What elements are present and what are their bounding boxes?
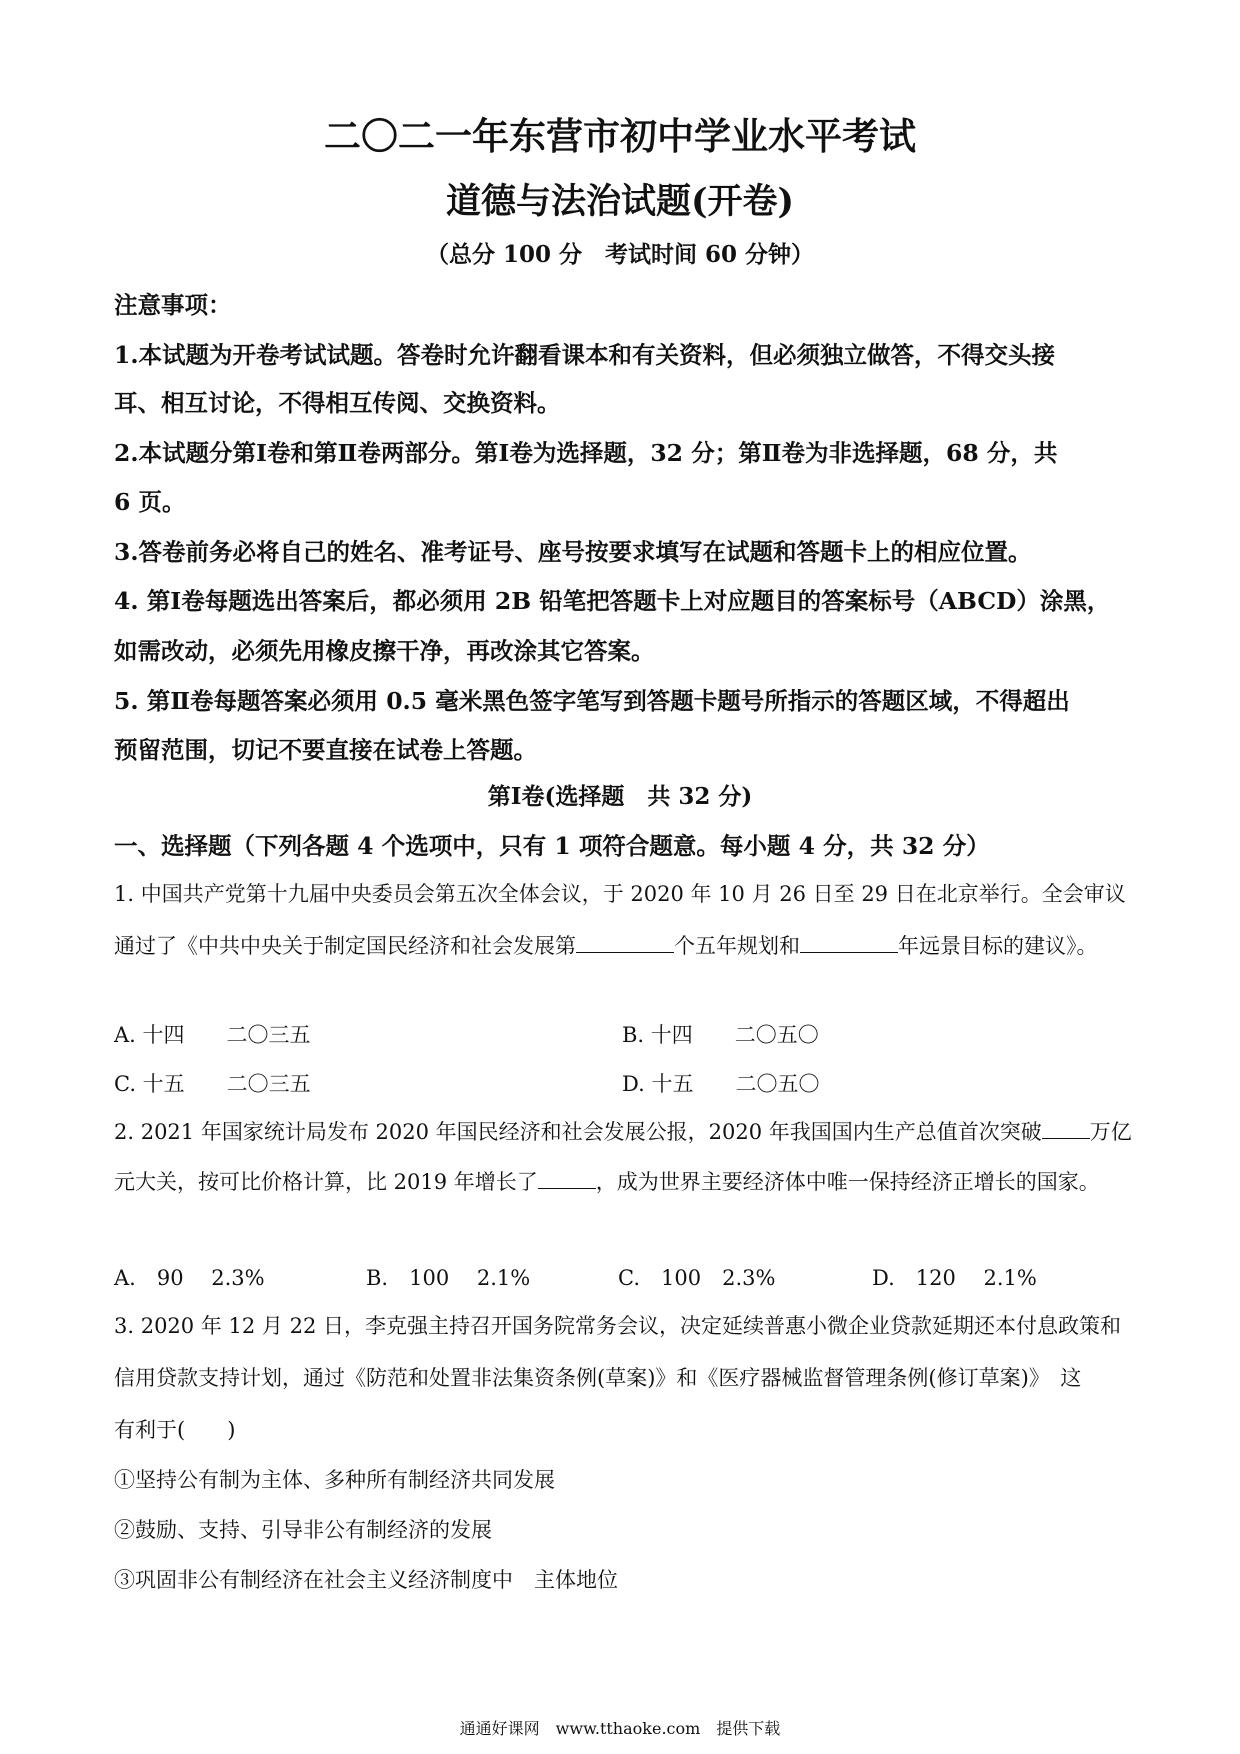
notice-line: 预留范围，切记不要直接在试卷上答题。 (114, 736, 537, 764)
option-d: D. 十五 二〇五〇 (622, 1072, 820, 1096)
notice-line: 3.答卷前务必将自己的姓名、准考证号、座号按要求填写在试题和答题卡上的相应位置。 (114, 538, 1032, 566)
answer-blank (576, 932, 674, 953)
option-a: A. 十四 二〇三五 (114, 1023, 311, 1047)
question-text: ，成为世界主要经济体中唯一保持经济正增长的国家。 (595, 1170, 1100, 1194)
statement-item: ①坚持公有制为主体、多种所有制经济共同发展 (114, 1468, 555, 1492)
question-text: 通过了《中共中央关于制定国民经济和社会发展第 (114, 934, 576, 958)
answer-blank (800, 932, 898, 953)
option-b: B. 十四 二〇五〇 (622, 1023, 819, 1047)
question-text: 元大关，按可比价格计算，比 2019 年增长了 (114, 1170, 538, 1194)
part1-title: 第Ⅰ卷(选择题 共 32 分) (487, 783, 753, 810)
question-1-line (114, 930, 1098, 960)
answer-blank (1042, 1118, 1090, 1139)
question-2-line (114, 1166, 1100, 1196)
notice-heading: 注意事项： (114, 291, 232, 319)
exam-title: 二〇二一年东营市初中学业水平考试 (324, 114, 916, 158)
question-3-line: 有利于( ) (114, 1418, 236, 1442)
section-heading: 一、选择题（下列各题 4 个选项中，只有 1 项符合题意。每小题 4 分，共 32 分） (114, 832, 990, 860)
option-c: C. 十五 二〇三五 (114, 1072, 311, 1096)
option-a: A. 90 2.3% (114, 1266, 265, 1290)
notice-line: 耳、相互讨论，不得相互传阅、交换资料。 (114, 389, 561, 417)
question-text: 年远景目标的建议》。 (898, 934, 1098, 958)
question-3-line: 3. 2020 年 12 月 22 日，李克强主持召开国务院常务会议，决定延续普惠小微企业贷款延期还本付息政策和 (114, 1314, 1121, 1338)
statement-item: ③巩固非公有制经济在社会主义经济制度中 主体地位 (114, 1568, 618, 1592)
exam-score-time: （总分 100 分 考试时间 60 分钟） (425, 241, 815, 268)
question-3-line: 信用贷款支持计划，通过《防范和处置非法集资条例(草案)》和《医疗器械监督管理条例(修订草案)》 这 (114, 1366, 1082, 1390)
question-1-line: 1. 中国共产党第十九届中央委员会第五次全体会议，于 2020 年 10 月 26 日至 29 日在北京举行。全会审议 (114, 882, 1126, 906)
question-text: 万亿 (1089, 1120, 1132, 1144)
question-text: 个五年规划和 (674, 934, 800, 958)
answer-blank (538, 1168, 596, 1189)
option-d: D. 120 2.1% (872, 1266, 1037, 1290)
statement-item: ②鼓励、支持、引导非公有制经济的发展 (114, 1518, 492, 1542)
notice-line: 1.本试题为开卷考试试题。答卷时允许翻看课本和有关资料，但必须独立做答，不得交头接 (114, 341, 1056, 369)
question-text: 2. 2021 年国家统计局发布 2020 年国民经济和社会发展公报，2020 年我国国内生产总值首次突破 (114, 1120, 1042, 1144)
option-b: B. 100 2.1% (366, 1266, 531, 1290)
notice-line: 如需改动，必须先用橡皮擦干净，再改涂其它答案。 (114, 637, 655, 665)
exam-subject-title: 道德与法治试题(开卷) (445, 181, 795, 222)
notice-line: 6 页。 (114, 488, 186, 516)
question-2-line (114, 1116, 1132, 1146)
option-c: C. 100 2.3% (618, 1266, 776, 1290)
notice-line: 5. 第Ⅱ卷每题答案必须用 0.5 毫米黑色签字笔写到答题卡题号所指示的答题区域，不得超出 (114, 687, 1070, 715)
page-footer: 通通好课网 www.tthaoke.com 提供下载 (459, 1719, 781, 1738)
notice-line: 2.本试题分第Ⅰ卷和第Ⅱ卷两部分。第Ⅰ卷为选择题，32 分；第Ⅱ卷为非选择题，68 分，共 (114, 439, 1058, 467)
notice-line: 4. 第Ⅰ卷每题选出答案后，都必须用 2B 铅笔把答题卡上对应题目的答案标号（ABCD）涂黑， (114, 587, 1111, 615)
